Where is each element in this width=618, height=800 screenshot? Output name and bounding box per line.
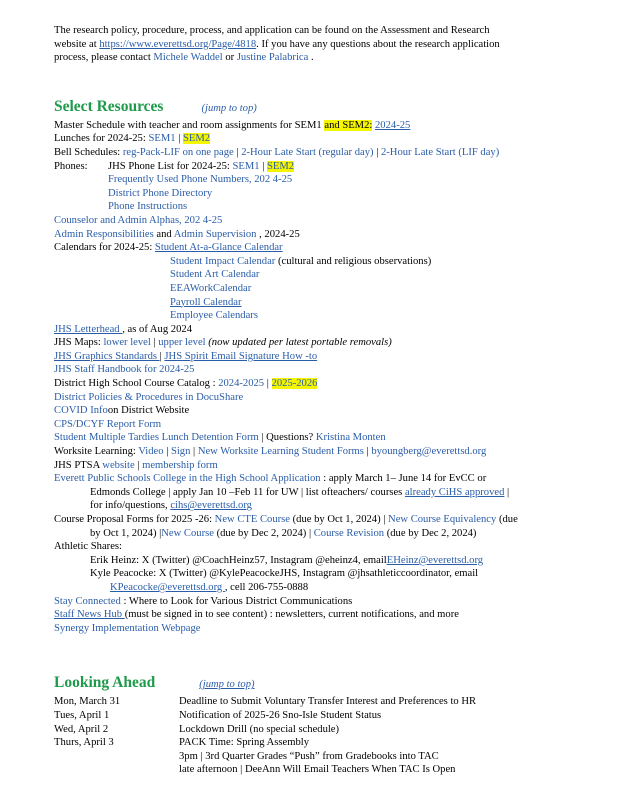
peacocke-email-link[interactable]: KPeacocke@everettsd.org: [110, 581, 225, 593]
row-text: Lunches for 2024-25:: [54, 133, 149, 145]
course-revision-link[interactable]: Course Revision: [313, 527, 385, 539]
cihs-email-link[interactable]: cihs@everettsd.org: [170, 500, 252, 512]
row-text: (must be signed in to see content) : newsletters, current notifications, and more: [124, 609, 459, 621]
separator: |: [190, 446, 198, 458]
employee-calendars-link[interactable]: Employee Calendars: [170, 310, 258, 322]
select-resources-heading: [54, 97, 574, 119]
row-text: | Questions?: [258, 432, 316, 444]
admin-responsibilities-link[interactable]: Admin Responsibilities: [54, 228, 154, 240]
covid-row: [54, 404, 574, 418]
intro-text: The research policy, procedure, process, and application can be found on the Assessment and Research: [54, 25, 490, 36]
row-text: Bell Schedules:: [54, 146, 123, 158]
contact-link-waddel[interactable]: Michele Waddel: [153, 52, 223, 64]
intro-text: .: [310, 52, 314, 64]
list-item: [54, 695, 574, 709]
new-course-link[interactable]: New Course: [161, 527, 214, 539]
district-policies-link[interactable]: District Policies & Procedures in DocuShare: [54, 391, 244, 403]
row-text: (due by Oct 1, 2024) |: [290, 514, 389, 525]
row-text: JHS Maps:: [54, 337, 104, 349]
event-date: Thurs, April 3: [54, 737, 114, 749]
research-url-link[interactable]: https://www.everettsd.org/Page/4818: [99, 38, 257, 50]
looking-ahead-list: [54, 695, 574, 777]
phone-instructions-link[interactable]: Phone Instructions: [108, 201, 188, 213]
list-item: [54, 763, 574, 777]
separator: |: [373, 146, 381, 158]
row-text: (due: [496, 514, 518, 525]
separator: |: [264, 378, 272, 390]
new-cte-course-link[interactable]: New CTE Course: [214, 514, 290, 525]
student-impact-calendar-link[interactable]: Student Impact Calendar: [170, 255, 276, 267]
event-date: [54, 750, 179, 764]
event-date: Tues, April 1: [54, 709, 110, 721]
worksite-video-link[interactable]: Video: [138, 446, 164, 458]
graphics-row: [54, 350, 574, 364]
row-text: , cell 206-755-0888: [224, 581, 309, 593]
calendars-row: [54, 241, 574, 255]
intro-text: . If you have any questions about the research application: [256, 38, 500, 50]
spirit-email-signature-link[interactable]: JHS Spirit Email Signature How -to: [164, 350, 318, 362]
maps-lower-level-link[interactable]: lower level: [103, 337, 151, 349]
event-text: 3pm | 3rd Quarter Grades “Push” from Gradebooks into TAC: [179, 750, 439, 762]
phones-label: Phones:: [54, 160, 88, 172]
staff-news-hub-link[interactable]: Staff News Hub: [54, 609, 125, 621]
worksite-sign-link[interactable]: Sign: [170, 446, 191, 458]
admin-supervision-link[interactable]: Admin Supervision: [173, 228, 257, 240]
lunch-sem1-link[interactable]: SEM1: [148, 133, 176, 145]
ptsa-membership-link[interactable]: membership form: [142, 459, 218, 471]
intro-text: process, please contact: [54, 52, 154, 64]
calendars-label: Calendars for 2024-25:: [54, 242, 155, 254]
section-title: Select Resources: [54, 97, 164, 115]
row-text: JHS Phone List for 2024-25:: [108, 160, 233, 172]
row-text: for info/questions,: [90, 500, 171, 512]
staff-handbook-link[interactable]: JHS Staff Handbook for 2024-25: [54, 364, 195, 376]
heinz-email-link[interactable]: EHeinz@everettsd.org: [386, 554, 484, 566]
staff-news-row: [54, 608, 574, 622]
list-item: [54, 709, 574, 723]
row-text: Worksite Learning:: [54, 446, 139, 458]
document-page: [54, 24, 574, 777]
intro-text: website at: [54, 38, 100, 50]
worksite-forms-link[interactable]: New Worksite Learning Student Forms: [197, 446, 364, 458]
athletic-shares-label: Athletic Shares:: [54, 541, 122, 553]
college-in-hs-row: [54, 472, 574, 486]
jump-to-top-link[interactable]: (jump to top): [199, 679, 255, 691]
event-text: Deadline to Submit Voluntary Transfer Interest and Preferences to HR: [179, 696, 477, 708]
district-phone-directory-link[interactable]: District Phone Directory: [108, 187, 213, 199]
bell-late-start-lif-link[interactable]: 2-Hour Late Start (LIF day): [380, 146, 500, 158]
counselor-admin-alphas-link[interactable]: Counselor and Admin Alphas, 202 4-25: [54, 214, 223, 226]
phones-sem1-link[interactable]: SEM1: [232, 160, 260, 172]
admin-row: [54, 228, 574, 242]
event-date: [54, 763, 179, 777]
event-text: Lockdown Drill (no special schedule): [179, 723, 340, 735]
row-text: : Where to Look for Various District Communications: [120, 595, 353, 607]
tardies-form-link[interactable]: Student Multiple Tardies Lunch Detention Form: [54, 432, 259, 444]
row-text: Master Schedule with teacher and room assignments for SEM1: [54, 119, 325, 131]
row-text: on District Website: [107, 405, 190, 417]
bell-schedules-row: [54, 146, 574, 160]
master-schedule-link[interactable]: 2024-25: [375, 119, 411, 131]
row-text: and: [153, 228, 174, 240]
cihs-teachers-link[interactable]: teachers/ courses: [330, 486, 403, 498]
ptsa-website-link[interactable]: website: [102, 459, 135, 471]
row-text: , 2024-25: [256, 228, 300, 240]
event-text: late afternoon | DeeAnn Will Email Teachers When TAC Is Open: [179, 764, 456, 776]
catalog-2024-link[interactable]: 2024-2025: [218, 378, 265, 390]
separator: |: [259, 160, 267, 172]
row-text: (now updated per latest portable removals): [205, 337, 392, 349]
row-text: , as of Aug 2024: [122, 323, 192, 335]
cps-dcyf-report-link[interactable]: CPS/DCYF Report Form: [54, 418, 162, 430]
looking-ahead-heading: [54, 673, 574, 695]
event-date: Mon, March 31: [54, 696, 121, 708]
contact-link-palabrica[interactable]: Justine Palabrica: [236, 52, 309, 64]
maps-upper-level-link[interactable]: upper level: [158, 337, 206, 349]
separator: |: [233, 146, 242, 158]
course-catalog-row: [54, 377, 574, 391]
college-in-hs-link[interactable]: Everett Public Schools College in the High School Application: [54, 473, 321, 485]
separator: |: [163, 446, 171, 458]
phones-sem2-link[interactable]: SEM2: [267, 160, 295, 172]
course-proposal-row: [54, 513, 574, 527]
intro-text: or: [222, 52, 237, 64]
separator: |: [363, 446, 372, 458]
tardies-row: [54, 431, 574, 445]
row-text: Edmonds College | apply Jan 10 –Feb 11 for UW | list of: [90, 486, 331, 498]
maps-row: [54, 336, 574, 350]
letterhead-row: [54, 323, 574, 337]
student-at-a-glance-calendar-link[interactable]: Student At-a-Glance Calendar: [154, 242, 283, 254]
row-text: by Oct 1, 2024) |: [90, 527, 162, 539]
row-text: (due by Dec 2, 2024): [384, 527, 477, 539]
research-intro: [54, 24, 574, 65]
graphics-standards-link[interactable]: JHS Graphics Standards: [54, 350, 160, 362]
separator: |: [134, 459, 143, 471]
row-text: Kyle Peacocke: X (Twitter) @KylePeacockeJHS, Instagram @jhsathleticcoordinator, email: [90, 568, 479, 580]
row-text: (due by Dec 2, 2024) |: [213, 527, 314, 539]
student-art-calendar-link[interactable]: Student Art Calendar: [170, 269, 260, 281]
catalog-2025-link[interactable]: 2025-2026: [271, 378, 318, 390]
covid-info-link[interactable]: COVID Info: [54, 405, 108, 417]
list-item: [54, 750, 574, 764]
jump-to-top-link[interactable]: (jump to top): [201, 102, 257, 114]
row-text: : apply March 1– June 14 for EvCC or: [320, 473, 487, 485]
list-item: [54, 723, 574, 737]
cihs-approved-link[interactable]: already CiHS approved: [404, 486, 505, 498]
row-text: JHS PTSA: [54, 459, 103, 471]
master-schedule-row: [54, 119, 574, 133]
ptsa-row: [54, 459, 574, 473]
list-item: [54, 736, 574, 750]
section-title: Looking Ahead: [54, 674, 156, 692]
new-course-equivalency-link[interactable]: New Course Equivalency: [388, 514, 497, 525]
frequent-phone-numbers-link[interactable]: Frequently Used Phone Numbers, 202 4-25: [108, 174, 293, 186]
bell-late-start-regular-link[interactable]: 2-Hour Late Start (regular day): [241, 146, 374, 158]
separator: |: [150, 337, 159, 349]
row-text: Erik Heinz: X (Twitter) @CoachHeinz57, Instagram @eheinz4, email: [90, 554, 387, 566]
synergy-webpage-link[interactable]: Synergy Implementation Webpage: [54, 622, 201, 634]
stay-connected-row: [54, 595, 574, 609]
highlighted-text: and SEM2:: [324, 119, 373, 131]
phones-row: [54, 160, 574, 174]
lunch-sem2-link[interactable]: SEM2: [182, 133, 211, 145]
event-date: Wed, April 2: [54, 723, 109, 735]
row-text: District High School Course Catalog :: [54, 378, 219, 390]
separator: |: [504, 486, 510, 498]
bell-reg-link[interactable]: reg-Pack-LIF on one page: [122, 146, 234, 158]
separator: |: [175, 133, 183, 145]
row-text: (cultural and religious observations): [275, 255, 432, 267]
event-text: Notification of 2025-26 Sno-Isle Student Status: [179, 709, 382, 721]
payroll-calendar-link[interactable]: Payroll Calendar: [170, 296, 242, 308]
worksite-email-link[interactable]: byoungberg@everettsd.org: [371, 446, 487, 458]
stay-connected-link[interactable]: Stay Connected: [54, 595, 121, 607]
lunches-row: [54, 132, 574, 146]
separator: |: [159, 350, 165, 362]
row-text: Course Proposal Forms for 2025 -26:: [54, 514, 215, 525]
eea-work-calendar-link[interactable]: EEAWorkCalendar: [170, 282, 252, 294]
worksite-row: [54, 445, 574, 459]
event-text: PACK Time: Spring Assembly: [179, 737, 310, 749]
tardies-contact-link[interactable]: Kristina Monten: [315, 432, 386, 444]
letterhead-link[interactable]: JHS Letterhead: [54, 323, 123, 335]
